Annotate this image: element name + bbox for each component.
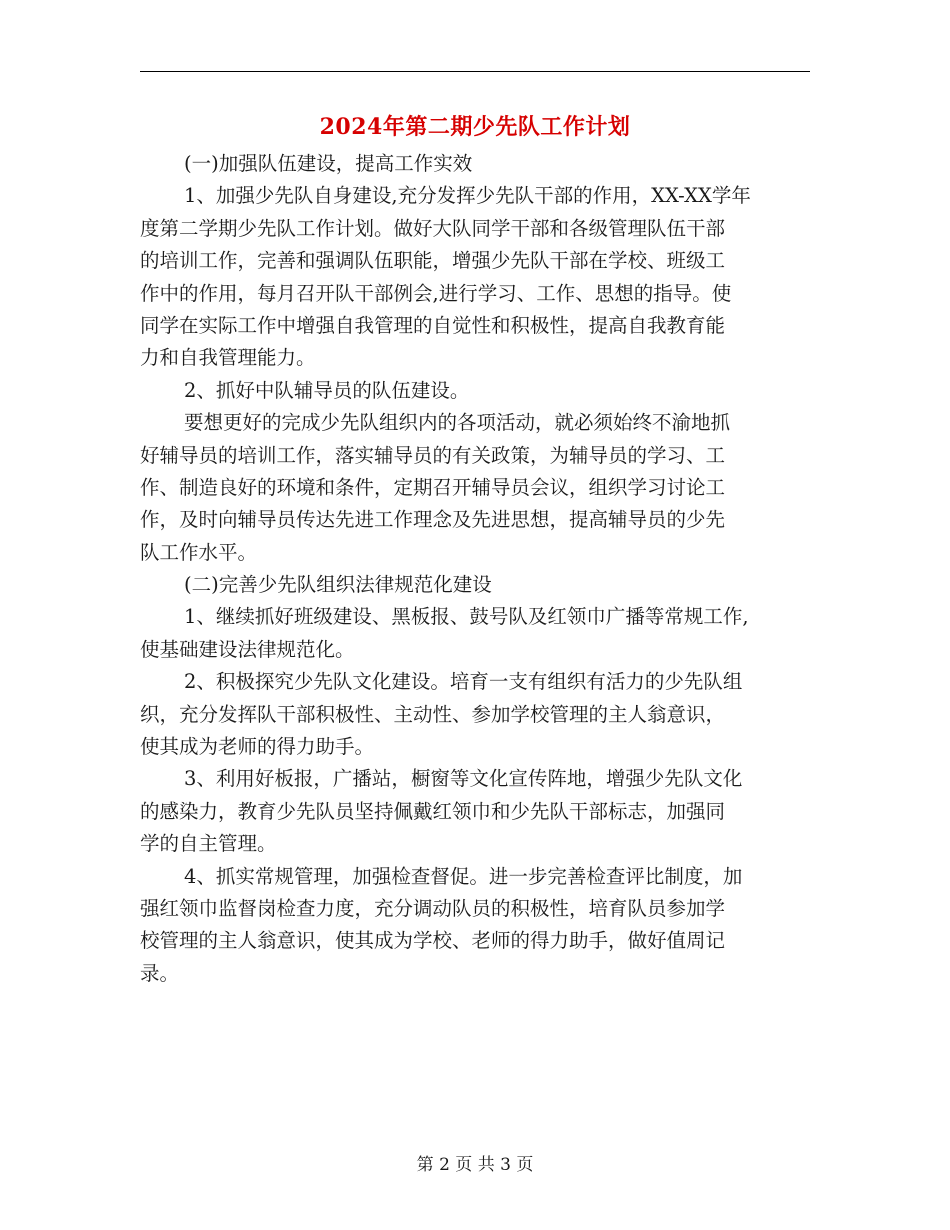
body-line: 学的自主管理。 xyxy=(140,832,277,856)
body-line: 的培训工作，完善和强调队伍职能，增强少先队干部在学校、班级工 xyxy=(140,249,726,273)
body-line: 使基础建设法律规范化。 xyxy=(140,637,355,661)
body-line: 好辅导员的培训工作，落实辅导员的有关政策，为辅导员的学习、工 xyxy=(140,443,726,467)
body-line: 1、加强少先队自身建设,充分发挥少先队干部的作用，XX-XX学年 xyxy=(184,184,751,208)
header-rule xyxy=(140,71,810,72)
body-line: 1、继续抓好班级建设、黑板报、鼓号队及红领巾广播等常规工作, xyxy=(184,605,749,629)
body-line: 录。 xyxy=(140,961,180,985)
body-line: 4、抓实常规管理，加强检查督促。进一步完善检查评比制度，加 xyxy=(184,864,743,888)
body-line: 3、利用好板报，广播站，橱窗等文化宣传阵地，增强少先队文化 xyxy=(184,767,743,791)
body-line: 力和自我管理能力。 xyxy=(140,346,316,370)
body-line: 作中的作用，每月召开队干部例会,进行学习、工作、思想的指导。使 xyxy=(140,281,732,305)
body-line: 度第二学期少先队工作计划。做好大队同学干部和各级管理队伍干部 xyxy=(140,216,726,240)
body-line: 作，及时向辅导员传达先进工作理念及先进思想，提高辅导员的少先 xyxy=(140,508,726,532)
body-line: 使其成为老师的得力助手。 xyxy=(140,735,375,759)
body-line: 校管理的主人翁意识，使其成为学校、老师的得力助手，做好值周记 xyxy=(140,929,726,953)
page-number-footer: 第 2 页 共 3 页 xyxy=(416,1155,534,1175)
document-body xyxy=(140,148,812,990)
body-line: 强红领巾监督岗检查力度，充分调动队员的积极性，培育队员参加学 xyxy=(140,896,726,920)
body-line: (二)完善少先队组织法律规范化建设 xyxy=(184,573,492,597)
document-title: 2024年第二期少先队工作计划 xyxy=(319,114,631,140)
body-line: 队工作水平。 xyxy=(140,540,258,564)
body-line: 2、积极探究少先队文化建设。培育一支有组织有活力的少先队组 xyxy=(184,670,743,694)
body-line: (一)加强队伍建设，提高工作实效 xyxy=(184,152,473,175)
body-line: 织，充分发挥队干部积极性、主动性、参加学校管理的主人翁意识， xyxy=(140,702,726,726)
body-line: 的感染力，教育少先队员坚持佩戴红领巾和少先队干部标志，加强同 xyxy=(140,799,726,823)
body-line: 要想更好的完成少先队组织内的各项活动，就必须始终不渝地抓 xyxy=(184,411,731,435)
body-line: 2、抓好中队辅导员的队伍建设。 xyxy=(184,378,470,402)
body-line: 作、制造良好的环境和条件，定期召开辅导员会议，组织学习讨论工 xyxy=(140,475,726,499)
body-line: 同学在实际工作中增强自我管理的自觉性和积极性，提高自我教育能 xyxy=(140,313,726,337)
